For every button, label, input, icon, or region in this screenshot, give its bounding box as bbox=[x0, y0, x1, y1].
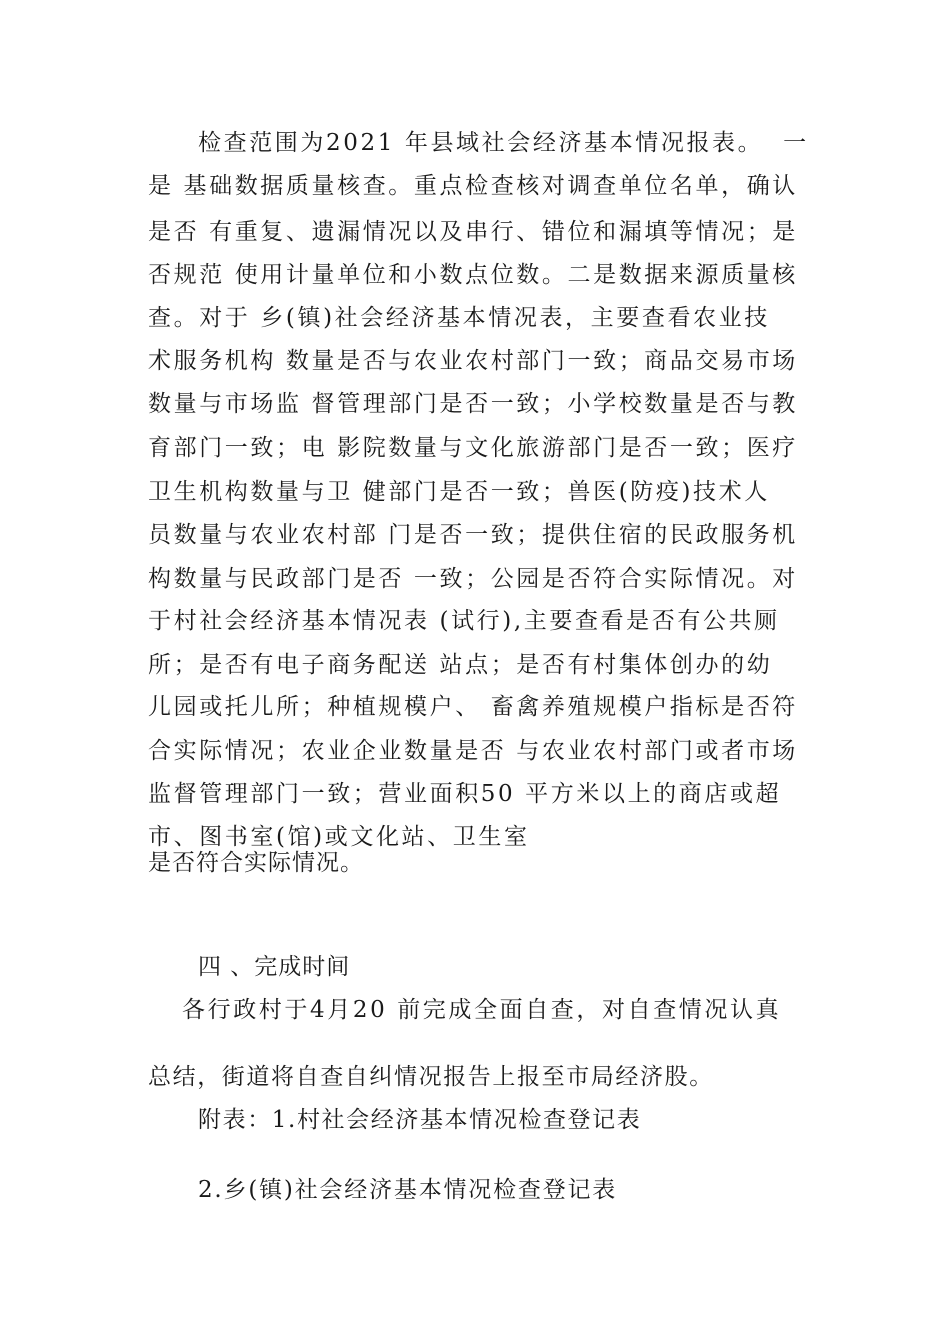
paragraph-line: 术服务机构 数量是否与农业农村部门一致；商品交易市场 bbox=[148, 348, 798, 374]
paragraph-line: 是否 有重复、遗漏情况以及串行、错位和漏填等情况；是 bbox=[148, 219, 798, 245]
paragraph-line: 儿园或托儿所；种植规模户、 畜禽养殖规模户指标是否符 bbox=[148, 694, 798, 720]
paragraph-line: 数量与市场监 督管理部门是否一致；小学校数量是否与教 bbox=[148, 391, 798, 417]
section-line: 总结，街道将自查自纠情况报告上报至市局经济股。 bbox=[148, 1064, 714, 1090]
paragraph-line: 构数量与民政部门是否 一致；公园是否符合实际情况。对 bbox=[148, 566, 798, 592]
paragraph-line: 检查范围为2021 年县域社会经济基本情况报表。 一 bbox=[198, 130, 809, 156]
paragraph-line: 是 基础数据质量核查。重点检查核对调查单位名单，确认 bbox=[148, 173, 798, 199]
paragraph-line: 查。对于 乡(镇)社会经济基本情况表，主要查看农业技 bbox=[148, 305, 770, 331]
section-line: 各行政村于4月20 前完成全面自查，对自查情况认真 bbox=[182, 997, 782, 1023]
paragraph-tail: 是否符合实际情况。 bbox=[148, 850, 364, 876]
paragraph-line: 监督管理部门一致；营业面积50 平方米以上的商店或超 bbox=[148, 781, 782, 807]
paragraph-line: 市、图书室(馆)或文化站、卫生室 bbox=[148, 824, 530, 850]
paragraph-line: 卫生机构数量与卫 健部门是否一致；兽医(防疫)技术人 bbox=[148, 479, 770, 505]
paragraph-line: 育部门一致；电 影院数量与文化旅游部门是否一致；医疗 bbox=[148, 435, 798, 461]
attachment-item: 2.乡(镇)社会经济基本情况检查登记表 bbox=[198, 1177, 618, 1203]
paragraph-line: 所；是否有电子商务配送 站点；是否有村集体创办的幼 bbox=[148, 652, 773, 678]
paragraph-line: 于村社会经济基本情况表 (试行),主要查看是否有公共厕 bbox=[148, 608, 780, 634]
paragraph-line: 合实际情况；农业企业数量是否 与农业农村部门或者市场 bbox=[148, 738, 798, 764]
paragraph-line: 否规范 使用计量单位和小数点位数。二是数据来源质量核 bbox=[148, 262, 798, 288]
paragraph-line: 员数量与农业农村部 门是否一致；提供住宿的民政服务机 bbox=[148, 522, 798, 548]
section-heading: 四 、完成时间 bbox=[198, 954, 351, 980]
attachment-item: 附表：1.村社会经济基本情况检查登记表 bbox=[198, 1107, 642, 1133]
